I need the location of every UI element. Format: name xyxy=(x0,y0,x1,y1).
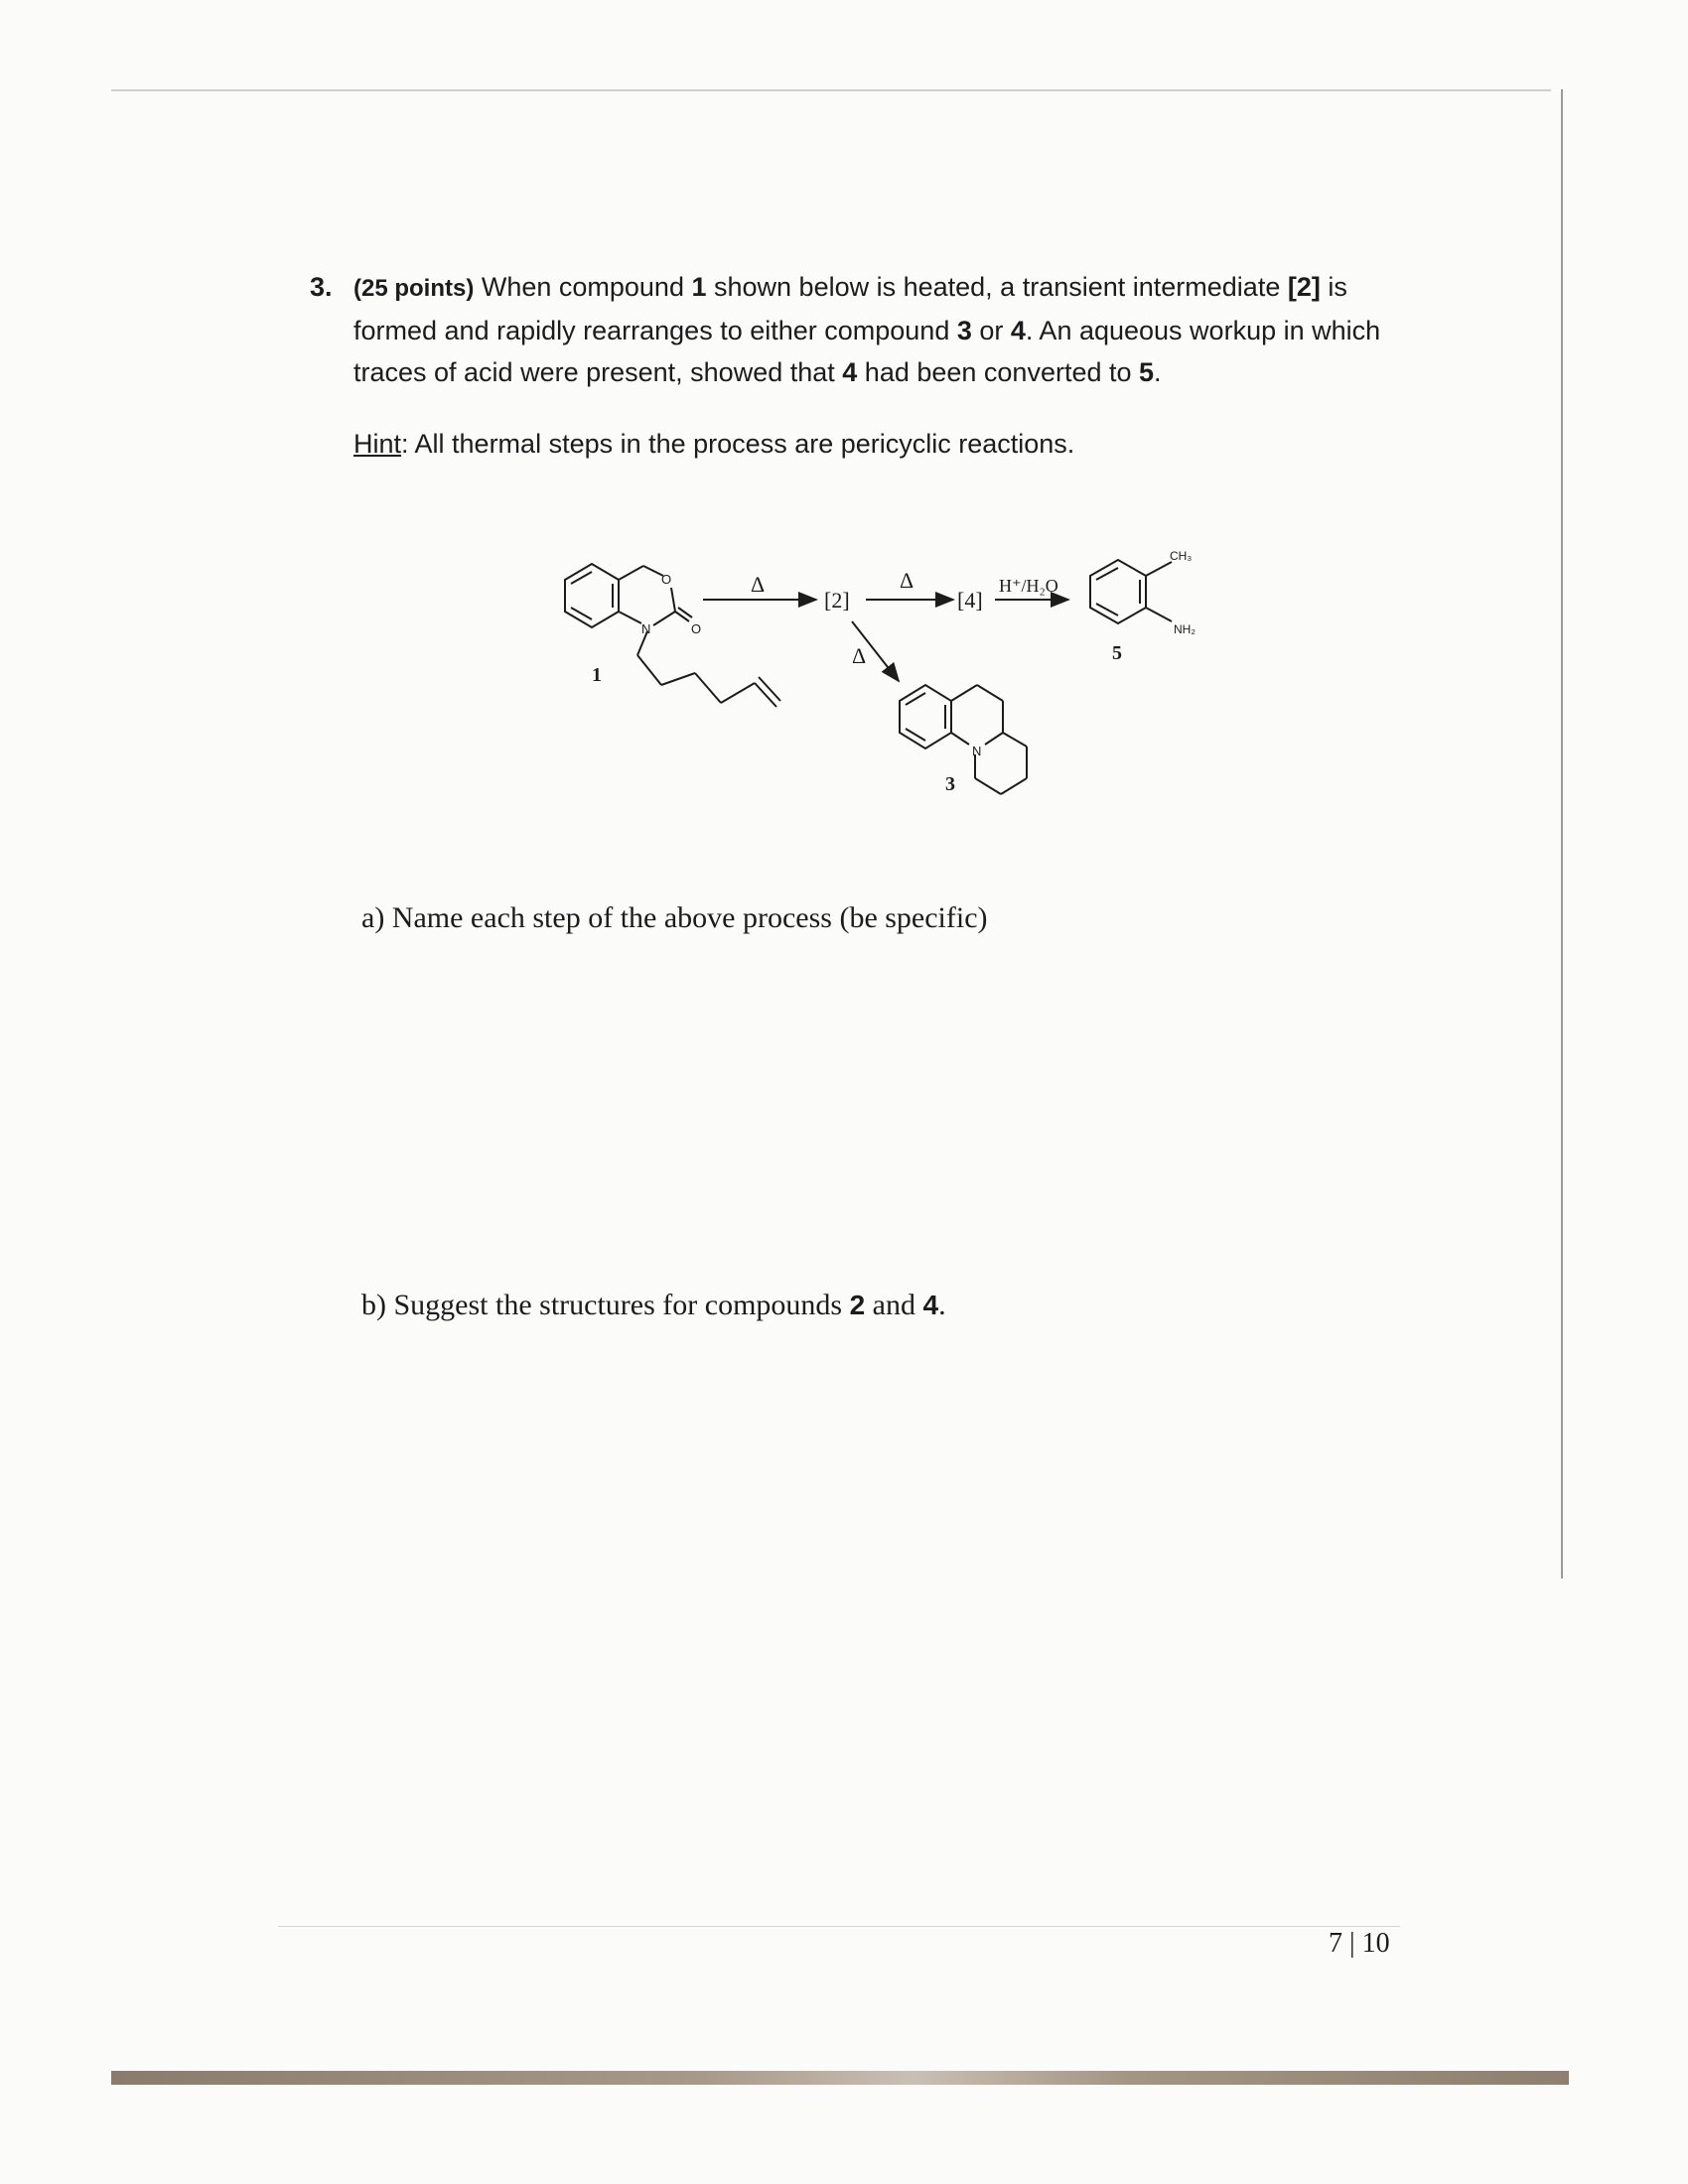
text-span: and xyxy=(865,1289,923,1321)
compound-label: 1 xyxy=(592,664,602,686)
reaction-scheme xyxy=(516,536,1251,824)
page-number: 7 | 10 xyxy=(1329,1928,1390,1959)
question-points: (25 points) xyxy=(353,275,475,302)
compound-label: 3 xyxy=(945,773,955,795)
group-label: CH₃ xyxy=(1170,549,1193,563)
compound-ref: [2] xyxy=(1287,272,1321,302)
compound-3-structure xyxy=(900,685,1027,794)
text-span: b) Suggest the structures for compounds xyxy=(361,1289,850,1321)
text-span: is formed and rapidly rearranges to either compound xyxy=(353,272,1347,345)
question-3 xyxy=(310,266,1412,393)
text-span: . xyxy=(1154,357,1162,387)
footer-rule xyxy=(278,1926,1400,1927)
text-span: . xyxy=(938,1289,946,1321)
question-number: 3. xyxy=(310,272,333,302)
part-b xyxy=(361,1289,946,1322)
part-a: a) Name each step of the above process (be specific) xyxy=(361,901,988,934)
page-edge xyxy=(1561,89,1563,1578)
heat-symbol: Δ xyxy=(852,643,867,668)
group-label: NH₂ xyxy=(1174,622,1196,636)
reagent-label: H⁺/H₂O xyxy=(999,576,1058,596)
text-span: When compound xyxy=(474,272,692,302)
compound-ref: 4 xyxy=(842,357,858,387)
intermediate-label: [4] xyxy=(957,588,983,613)
compound-ref: 4 xyxy=(922,1290,939,1320)
compound-ref: 2 xyxy=(849,1290,866,1320)
atom-label: N xyxy=(641,621,651,636)
heat-symbol: Δ xyxy=(751,572,766,597)
top-rule xyxy=(111,89,1551,91)
atom-label: O xyxy=(661,572,672,587)
text-span: . An aqueous workup in which traces of acid were present, showed that xyxy=(353,316,1381,387)
text-span: had been converted to xyxy=(857,357,1140,387)
hint-text: : All thermal steps in the process are pericyclic reactions. xyxy=(401,429,1075,459)
text-span: or xyxy=(971,316,1011,345)
hint xyxy=(353,429,1074,460)
text-span: shown below is heated, a transient intermediate xyxy=(706,272,1288,302)
compound-ref: 5 xyxy=(1139,357,1155,387)
atom-label: O xyxy=(691,621,702,636)
compound-ref: 1 xyxy=(691,272,707,302)
hint-label: Hint xyxy=(353,429,402,459)
compound-5-structure xyxy=(1090,560,1172,623)
heat-symbol: Δ xyxy=(900,568,914,593)
compound-ref: 4 xyxy=(1010,316,1026,345)
atom-label: N xyxy=(972,744,982,758)
scan-edge-strip xyxy=(111,2071,1569,2085)
question-text xyxy=(353,266,1412,393)
compound-label: 5 xyxy=(1112,642,1122,664)
compound-ref: 3 xyxy=(956,316,972,345)
intermediate-label: [2] xyxy=(824,588,850,613)
